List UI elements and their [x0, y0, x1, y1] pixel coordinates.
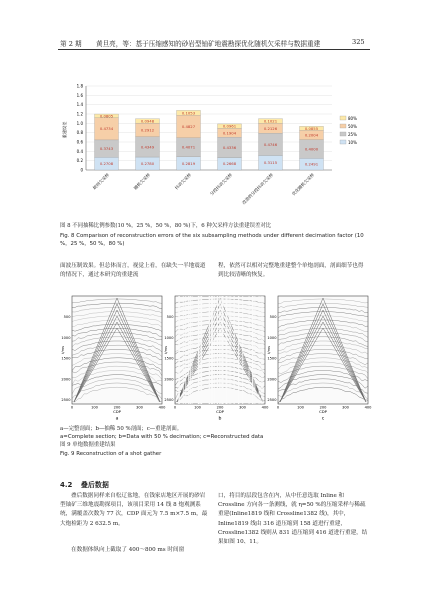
data-label: 0.4734 — [99, 126, 114, 132]
category-label: 分段抖动欠采样 — [208, 172, 234, 197]
missing-trace — [227, 296, 228, 404]
y-tick-label: 2000 — [61, 377, 71, 382]
fig8-chart — [60, 80, 370, 220]
missing-trace — [185, 296, 186, 404]
x-tick-label: 0 — [173, 405, 177, 410]
y-tick-label: 0.6 — [76, 139, 83, 145]
x-tick-label: 200 — [319, 405, 327, 410]
fig9-panels — [60, 292, 370, 422]
legend-swatch — [340, 132, 346, 136]
y-axis-label: 重建误差 — [62, 121, 67, 139]
data-label: 0.0948 — [140, 118, 155, 124]
data-label: 0.3115 — [263, 160, 278, 166]
y-tick-label: 0.4 — [76, 148, 83, 154]
missing-trace — [217, 296, 218, 404]
y-tick-label: 1000 — [164, 335, 174, 340]
y-tick-label: 0.2 — [76, 158, 83, 164]
section-number: 4.2 — [60, 481, 73, 489]
x-tick-label: 100 — [297, 405, 304, 410]
category-label: 抖动欠采样 — [173, 172, 193, 191]
y-tick-label: 0.8 — [76, 130, 83, 136]
fig8-caption-en: Fig. 8 Comparison of reconstruction errors of the six subsampling methods under different decimation factor (10 %，25 %，50 %，80 %) — [60, 233, 364, 248]
y-tick-label: 1500 — [267, 356, 277, 361]
legend-label: 25% — [348, 131, 357, 137]
legend-swatch — [340, 116, 346, 120]
x-tick-label: 300 — [136, 405, 143, 410]
missing-trace — [201, 296, 202, 404]
missing-trace — [214, 296, 215, 404]
missing-trace — [192, 296, 193, 404]
missing-trace — [179, 296, 180, 404]
missing-trace — [230, 296, 231, 404]
missing-trace — [252, 296, 253, 404]
panel-label: c — [321, 416, 325, 422]
section-title: 叠后数据 — [80, 481, 109, 489]
x-tick-label: 0 — [276, 405, 280, 410]
header-issue: 第 2 期 — [60, 40, 82, 48]
missing-trace — [219, 296, 220, 404]
x-tick-label: 300 — [239, 405, 246, 410]
x-axis-label: CDP — [113, 409, 121, 414]
legend-label: 80% — [348, 115, 357, 121]
missing-trace — [212, 296, 213, 404]
y-tick-label: 1000 — [267, 335, 277, 340]
missing-trace — [198, 296, 199, 404]
data-label: 0.2912 — [140, 127, 155, 133]
x-tick-label: 100 — [194, 405, 201, 410]
header-title: 黄旦亮，等：基于压缩感知的砂岩型铀矿地震勘探优化随机欠采样与数据重建 — [96, 40, 321, 48]
legend-swatch — [340, 140, 346, 144]
data-label: 0.0805 — [99, 113, 114, 119]
y-tick-label: 1.0 — [76, 120, 83, 126]
fig9-caption-cn: 图 9 单炮数据重建结果 — [60, 442, 116, 448]
missing-trace — [242, 296, 243, 404]
y-tick-label: 500 — [269, 315, 277, 320]
missing-trace — [259, 296, 260, 404]
data-label: 0.0855 — [304, 125, 319, 131]
data-label: 0.1053 — [181, 110, 196, 116]
y-tick-label: 1.4 — [76, 102, 83, 108]
y-tick-label: 1.6 — [76, 92, 83, 98]
x-axis-label: CDP — [216, 409, 224, 414]
x-tick-label: 400 — [158, 405, 166, 410]
missing-trace — [262, 296, 263, 404]
category-label: 规则欠采样 — [91, 172, 111, 191]
y-tick-label: 2000 — [267, 377, 277, 382]
data-label: 0.4746 — [263, 141, 278, 147]
x-tick-label: 400 — [261, 405, 269, 410]
y-tick-label: 1500 — [61, 356, 71, 361]
legend-label: 50% — [348, 123, 357, 129]
category-label: 随机欠采样 — [132, 172, 152, 191]
y-tick-label: 1000 — [61, 335, 71, 340]
y-tick-label: 500 — [166, 315, 174, 320]
missing-trace — [183, 296, 184, 404]
y-tick-label: 1.2 — [76, 111, 83, 117]
data-label: 0.2780 — [140, 160, 155, 166]
missing-trace — [249, 296, 250, 404]
data-label: 0.2491 — [304, 161, 319, 167]
missing-trace — [190, 296, 191, 404]
category-label: 改进的分段抖动欠采样 — [241, 172, 275, 206]
data-label: 0.4336 — [222, 144, 237, 150]
data-label: 0.2668 — [222, 161, 237, 167]
missing-trace — [254, 296, 255, 404]
panel-label: b — [218, 416, 222, 422]
data-label: 0.0961 — [222, 123, 237, 129]
data-label: 0.4349 — [140, 144, 155, 150]
missing-trace — [261, 296, 262, 404]
header-rule — [58, 49, 370, 50]
data-label: 0.2819 — [181, 160, 196, 166]
fig9-legend-en: a=Complete section; b=Data with 50 % decimation; c=Reconstructed data — [60, 434, 264, 440]
y-tick-label: 2000 — [164, 377, 174, 382]
missing-trace — [234, 296, 235, 404]
fig9-caption-en: Fig. 9 Reconstruction of a shot gather — [60, 451, 162, 457]
data-label: 0.1904 — [222, 130, 237, 136]
category-label: 优化随机欠采样 — [290, 172, 316, 197]
y-axis-label: t/ms — [61, 346, 65, 354]
section-right-text: 口，将目的层段包含在内，从中任意选取 Inline 和 Crossline 方向各一条测线，就 η=50 %的压缩采样与稀疏重建(Inline1819 线和 Crossline1382 线)，其中，Inline1819 线由 316 道压缩到 158 道进行重建，Crossline1382 线则从 831 道压缩到 416 道进行重建，结果如图 10、11。 — [218, 493, 368, 546]
x-tick-label: 200 — [216, 405, 224, 410]
y-tick-label: 1500 — [164, 356, 174, 361]
section-heading — [60, 480, 109, 490]
missing-trace — [188, 296, 189, 404]
y-tick-label: 0 — [80, 167, 83, 173]
x-tick-label: 400 — [364, 405, 372, 410]
missing-trace — [223, 296, 224, 404]
panel-label: a — [115, 416, 119, 422]
data-label: 0.4827 — [181, 123, 196, 129]
y-tick-label: 2500 — [61, 398, 71, 403]
data-label: 0.1021 — [263, 118, 278, 124]
data-label: 0.3743 — [99, 146, 114, 152]
missing-trace — [225, 296, 226, 404]
x-tick-label: 0 — [70, 405, 74, 410]
data-label: 0.4071 — [181, 144, 196, 150]
data-label: 0.2708 — [99, 161, 114, 167]
missing-trace — [238, 296, 239, 404]
y-axis-label: t/ms — [164, 346, 168, 354]
legend-swatch — [340, 124, 346, 128]
x-axis-label: CDP — [319, 409, 327, 414]
section-left-text: 叠后数据同样来自松辽盆地，在钱家店地区开展的砂岩型铀矿三维地震勘探项目，该项目采用 14 线 8 炮观测系统，满覆盖次数为 77 次，CDP 面元为 7.5 m×7.5 m，最大炮检距为 2 632.5 m。 — [60, 493, 208, 527]
y-axis-label: t/ms — [267, 346, 271, 354]
missing-trace — [229, 296, 230, 404]
y-tick-label: 2500 — [267, 398, 277, 403]
x-tick-label: 300 — [342, 405, 349, 410]
paragraph-right: 程，依然可以相对完整地重建整个单炮剖面，剖面细节也得到比较清晰的恢复。 — [218, 263, 364, 279]
page-number: 325 — [352, 38, 365, 46]
data-label: 0.2126 — [263, 125, 278, 131]
fig9-legend-cn: a—完整剖面；b—抽稀 50 %剖面；c—重建剖面。 — [60, 426, 183, 432]
y-tick-label: 1.8 — [76, 83, 83, 89]
data-label: 0.2004 — [304, 132, 319, 138]
data-label: 0.4000 — [304, 146, 319, 152]
y-tick-label: 500 — [63, 315, 71, 320]
paragraph-left: 面波压制效果。但总体而言，视觉上看，在缺失一半地震道的情况下，通过本研究的重建流 — [60, 263, 206, 279]
section-left-text-2: 在数据体纵向上截取了 400～800 ms 时间窗 — [71, 547, 185, 553]
y-tick-label: 2500 — [164, 398, 174, 403]
x-tick-label: 100 — [91, 405, 98, 410]
missing-trace — [220, 296, 221, 404]
x-tick-label: 200 — [113, 405, 121, 410]
fig8-caption-cn: 图 8 不同抽稀比例参数(10 %，25 %，50 %，80 %)下，6 种欠采样方法重建误差对比 — [60, 223, 272, 229]
missing-trace — [209, 296, 210, 404]
legend-label: 10% — [348, 139, 357, 145]
